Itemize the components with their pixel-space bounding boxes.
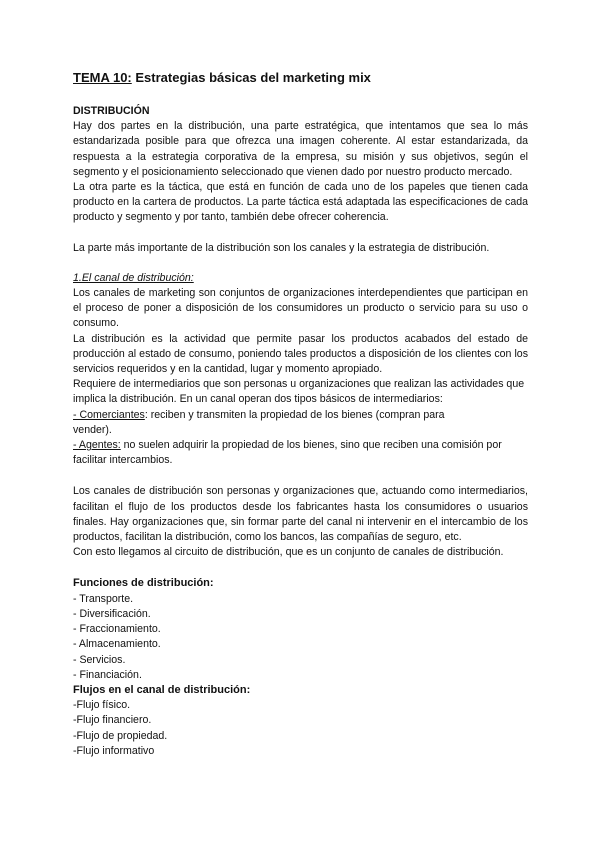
list-item: - Transporte. (73, 592, 134, 605)
intro-paragraph-2: La otra parte es la táctica, que está en función de cada uno de los papeles que tienen cada producto en la cartera de productos. La parte táctica está adaptada las especificaciones de cada producto y segmento y por tanto, también debe ofrecer coherencia. (73, 181, 528, 224)
title-prefix: TEMA 10: (73, 70, 132, 85)
list-item: -Flujo informativo (73, 744, 155, 757)
key-sentence: La parte más importante de la distribución son los canales y la estrategia de distribución. (73, 241, 490, 254)
list-item: - Diversificación. (73, 607, 151, 620)
flujos-list (73, 698, 528, 759)
list-item: -Flujo físico. (73, 699, 131, 712)
list-item: - Almacenamiento. (73, 638, 161, 651)
canal-paragraph-2: La distribución es la actividad que permite pasar los productos acabados del estado de producción al estado de consumo, poniendo tales productos a disposición de los clientes con los servicios requeridos y en la cantidad, lugar y momento apropiado. (73, 332, 528, 376)
list-item: -Flujo financiero. (73, 714, 152, 727)
canales-paragraph-1: Los canales de distribución son personas y organizaciones que, actuando como intermediarios, facilitan el flujo de los productos desde los fabricantes hasta los consumidores o usuarios finales. Hay organizaciones que, sin formar parte del canal ni intervenir en el intercambio de los productos, facilitan la distribución, como los bancos, las compañías de seguro, etc. (73, 485, 528, 544)
intermediary-agentes (73, 438, 528, 468)
section-heading: DISTRIBUCIÓN (73, 105, 150, 117)
intermediary-comerciantes (73, 408, 458, 438)
document-page (73, 70, 528, 759)
list-item: - Financiación. (73, 668, 142, 681)
intermediary-term: - Agentes: (73, 439, 121, 452)
flujos-heading: Flujos en el canal de distribución: (73, 683, 251, 696)
list-item: - Fraccionamiento. (73, 623, 161, 636)
canal-paragraph-1: Los canales de marketing son conjuntos de organizaciones interdependientes que participan en el proceso de poner a disposición de los consumidores un producto o servicio para su uso o consumo. (73, 287, 528, 330)
canales-paragraph-2: Con esto llegamos al circuito de distribución, que es un conjunto de canales de distribución. (73, 546, 504, 559)
funciones-list (73, 592, 528, 683)
intermediary-desc: no suelen adquirir la propiedad de los bienes, sino que reciben una comisión por facilitar intercambios. (73, 439, 502, 467)
title-text: Estrategias básicas del marketing mix (131, 70, 371, 85)
funciones-heading: Funciones de distribución: (73, 577, 214, 590)
subsection-title: 1.El canal de distribución: (73, 271, 194, 284)
list-item: -Flujo de propiedad. (73, 729, 168, 742)
page-title (73, 70, 528, 86)
canal-paragraph-3: Requiere de intermediarios que son personas u organizaciones que realizan las actividades que implica la distribución. En un canal operan dos tipos básicos de intermediarios: (73, 378, 525, 406)
intermediary-term: - Comerciantes (73, 408, 145, 421)
list-item: - Servicios. (73, 653, 126, 666)
intro-paragraph-1: Hay dos partes en la distribución, una parte estratégica, que intentamos que sea lo más estandarizada posible para que ofrezca una imagen coherente. Al estar estandarizada, da respuesta a la estrategia corporativa de la empresa, su misión y sus objetivos, según el segmento y el posicionamiento seleccionado que vienen dado por nuestro producto mercado. (73, 120, 528, 178)
intermediary-desc: : reciben y transmiten la propiedad de los bienes (compran para vender). (73, 408, 445, 436)
